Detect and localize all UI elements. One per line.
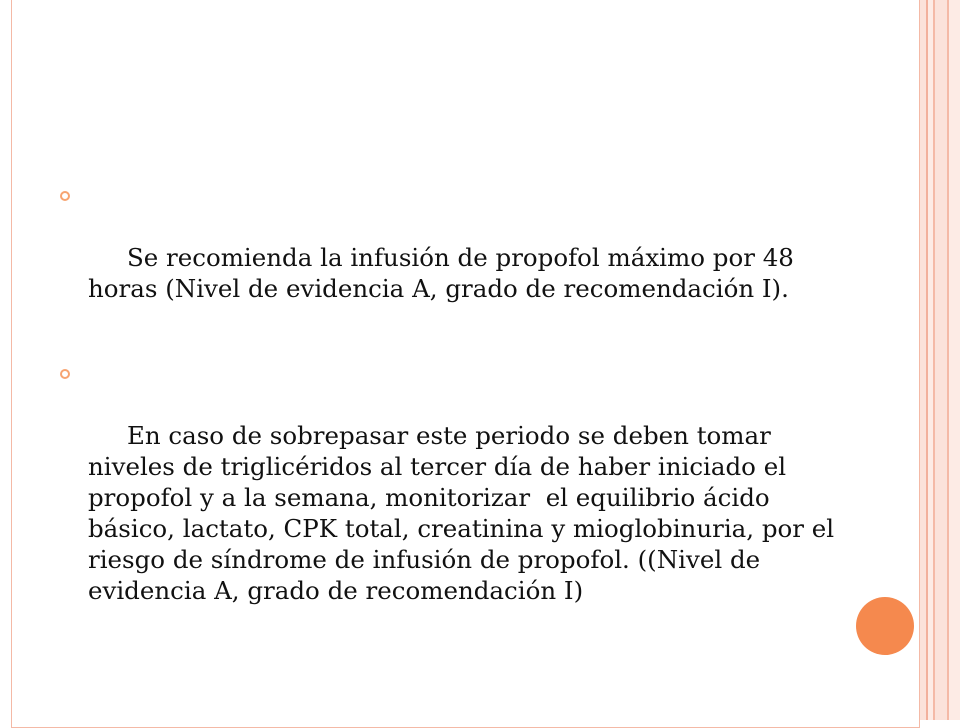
decorative-stripe [935, 0, 947, 720]
bullet-item [60, 358, 850, 637]
hollow-circle-icon [60, 191, 70, 201]
decorative-stripe [949, 0, 960, 720]
bullet-text: En caso de sobrepasar este periodo se deben tomar niveles de triglicéridos al tercer día de haber iniciado el propofol y a la semana, monitorizar el equilibrio ácido básico, lactato, CPK total, creatinina y mioglobinuria, por el riesgo de síndrome de infusión de propofol. ((Nivel de evidencia A, grado de recomendación I) [88, 421, 842, 605]
bullet-text: Se recomienda la infusión de propofol máximo por 48 horas (Nivel de evidencia A, grado de recomendación I). [88, 243, 802, 303]
orange-circle-icon [856, 597, 914, 655]
bullet-list [60, 180, 850, 660]
hollow-circle-icon [60, 369, 70, 379]
bullet-item [60, 180, 850, 335]
